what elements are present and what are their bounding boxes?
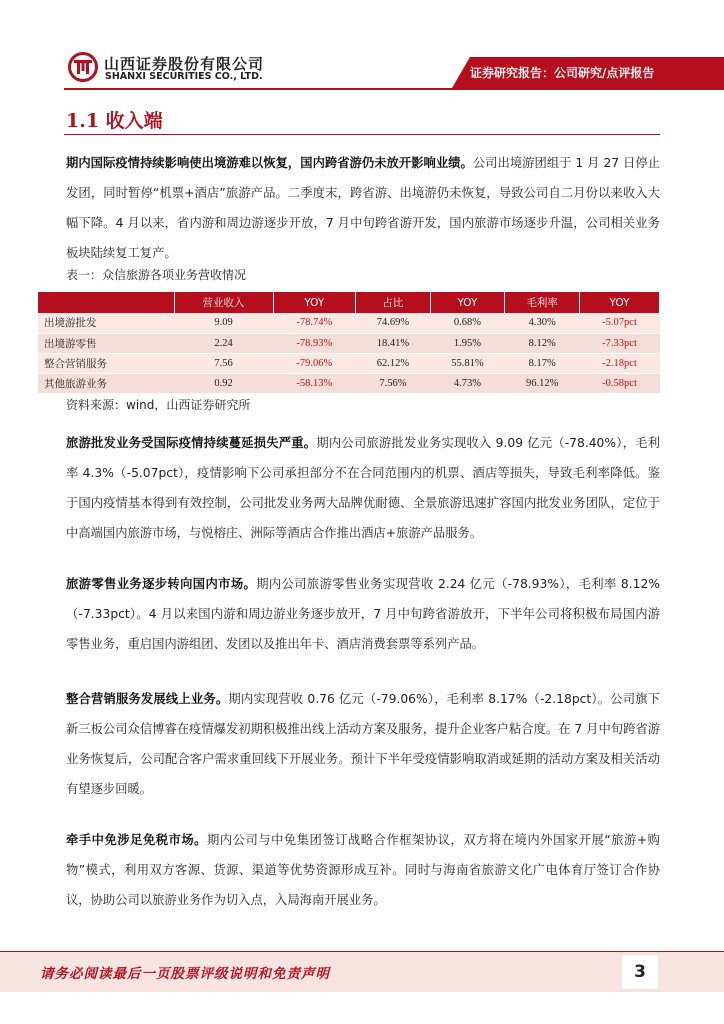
paragraph-3-lead: 旅游零售业务逐步转向国内市场。 — [66, 577, 257, 591]
section-title: 1.1 收入端 — [66, 110, 163, 132]
table-header-cell: 占比 — [356, 292, 431, 313]
table-header-cell: YOY — [580, 292, 660, 313]
cell-share: 7.56% — [356, 373, 431, 393]
cell-margin: 8.17% — [505, 353, 580, 373]
table-row — [38, 353, 660, 373]
cell-margin-yoy: -5.07pct — [580, 313, 660, 333]
table-header-cell: 毛利率 — [505, 292, 580, 313]
cell-revenue-yoy: -58.13% — [273, 373, 356, 393]
paragraph-4 — [66, 684, 660, 804]
cell-share-yoy: 4.73% — [430, 373, 505, 393]
footer-disclaimer: 请务必阅读最后一页股票评级说明和免责声明 — [40, 966, 330, 982]
paragraph-3-body: 期内公司旅游零售业务实现营收 2.24 亿元（-78.93%），毛利率 8.12%（-7.33pct）。4 月以来国内游和周边游业务逐步放开，7 月中旬跨省游放开，下半年公司将积极布局国内游零售业务，重启国内游组团、发团以及推出年卡、酒店消费套票等系列产品。 — [66, 577, 660, 651]
company-logo-icon — [68, 52, 98, 82]
table-header-cell: YOY — [273, 292, 356, 313]
company-name-en: SHANXI SECURITIES CO., LTD. — [105, 71, 263, 82]
cell-margin-yoy: -2.18pct — [580, 353, 660, 373]
cell-margin: 96.12% — [505, 373, 580, 393]
revenue-table — [38, 292, 660, 394]
table-header-row — [38, 292, 660, 313]
paragraph-2-body: 期内公司旅游批发业务实现收入 9.09 亿元（-78.40%），毛利率 4.3%（-5.07pct），疫情影响下公司承担部分不在合同范围内的机票、酒店等损失，导致毛利率降低。鉴于国内疫情基本得到有效控制，公司批发业务两大品牌优耐德、全景旅游迅速扩容国内批发业务团队，定位于中高端国内旅游市场，与悦榕庄、洲际等酒店合作推出酒店+旅游产品服务。 — [66, 436, 660, 540]
cell-share: 18.41% — [356, 333, 431, 353]
table-caption: 表一：众信旅游各项业务营收情况 — [66, 268, 247, 282]
section-divider — [64, 134, 660, 135]
page-number: 3 — [622, 955, 658, 989]
row-label: 出境游批发 — [38, 313, 174, 333]
table-header-cell — [38, 292, 174, 313]
table-row — [38, 333, 660, 353]
table-source: 资料来源：wind，山西证券研究所 — [66, 398, 251, 412]
row-label: 其他旅游业务 — [38, 373, 174, 393]
cell-revenue-yoy: -78.93% — [273, 333, 356, 353]
paragraph-5-lead: 牵手中免涉足免税市场。 — [66, 833, 207, 847]
paragraph-1-lead: 期内国际疫情持续影响使出境游难以恢复，国内跨省游仍未放开影响业绩。 — [66, 156, 473, 170]
table-row — [38, 313, 660, 333]
cell-margin: 4.30% — [505, 313, 580, 333]
paragraph-1 — [66, 148, 660, 268]
table-header-cell: YOY — [430, 292, 505, 313]
header-divider — [64, 88, 724, 90]
row-label: 出境游零售 — [38, 333, 174, 353]
paragraph-5 — [66, 825, 660, 915]
paragraph-5-body: 期内公司与中免集团签订战略合作框架协议，双方将在境内外国家开展“旅游+购物”模式，利用双方客源、货源、渠道等优势资源形成互补。同时与海南省旅游文化广电体育厅签订合作协议，协助公司以旅游业务作为切入点，入局海南开展业务。 — [66, 833, 660, 907]
cell-share: 74.69% — [356, 313, 431, 333]
paragraph-4-body: 期内实现营收 0.76 亿元（-79.06%），毛利率 8.17%（-2.18pct）。公司旗下新三板公司众信博睿在疫情爆发初期积极推出线上活动方案及服务，提升企业客户粘合度。在 7 月中旬跨省游业务恢复后，公司配合客户需求重回线下开展业务。预计下半年受疫情影响取消或延期的活动方案及相关活动有望逐步回暖。 — [66, 692, 660, 796]
cell-share-yoy: 0.68% — [430, 313, 505, 333]
page-header — [0, 0, 724, 90]
table-header-cell: 营业收入 — [174, 292, 273, 313]
paragraph-4-lead: 整合营销服务发展线上业务。 — [66, 692, 229, 706]
cell-margin: 8.12% — [505, 333, 580, 353]
cell-revenue: 2.24 — [174, 333, 273, 353]
paragraph-2 — [66, 428, 660, 548]
cell-margin-yoy: -0.58pct — [580, 373, 660, 393]
row-label: 整合营销服务 — [38, 353, 174, 373]
cell-share-yoy: 1.95% — [430, 333, 505, 353]
cell-revenue: 9.09 — [174, 313, 273, 333]
cell-revenue-yoy: -78.74% — [273, 313, 356, 333]
cell-margin-yoy: -7.33pct — [580, 333, 660, 353]
cell-share: 62.12% — [356, 353, 431, 373]
company-name-cn: 山西证券股份有限公司 — [104, 55, 265, 73]
paragraph-2-lead: 旅游批发业务受国际疫情持续蔓延损失严重。 — [66, 436, 317, 450]
cell-share-yoy: 55.81% — [430, 353, 505, 373]
paragraph-1-body: 公司出境游团组于 1 月 27 日停止发团，同时暂停“机票+酒店”旅游产品。二季度末，跨省游、出境游仍未恢复，导致公司自二月份以来收入大幅下降。4 月以来，省内游和周边游逐步开放，7 月中旬跨省游开发，国内旅游市场逐步升温，公司相关业务板块陆续复工复产。 — [66, 156, 660, 260]
table-row — [38, 373, 660, 393]
cell-revenue: 7.56 — [174, 353, 273, 373]
report-type: 证券研究报告：公司研究/点评报告 — [470, 66, 655, 80]
paragraph-3 — [66, 569, 660, 659]
cell-revenue-yoy: -79.06% — [273, 353, 356, 373]
cell-revenue: 0.92 — [174, 373, 273, 393]
